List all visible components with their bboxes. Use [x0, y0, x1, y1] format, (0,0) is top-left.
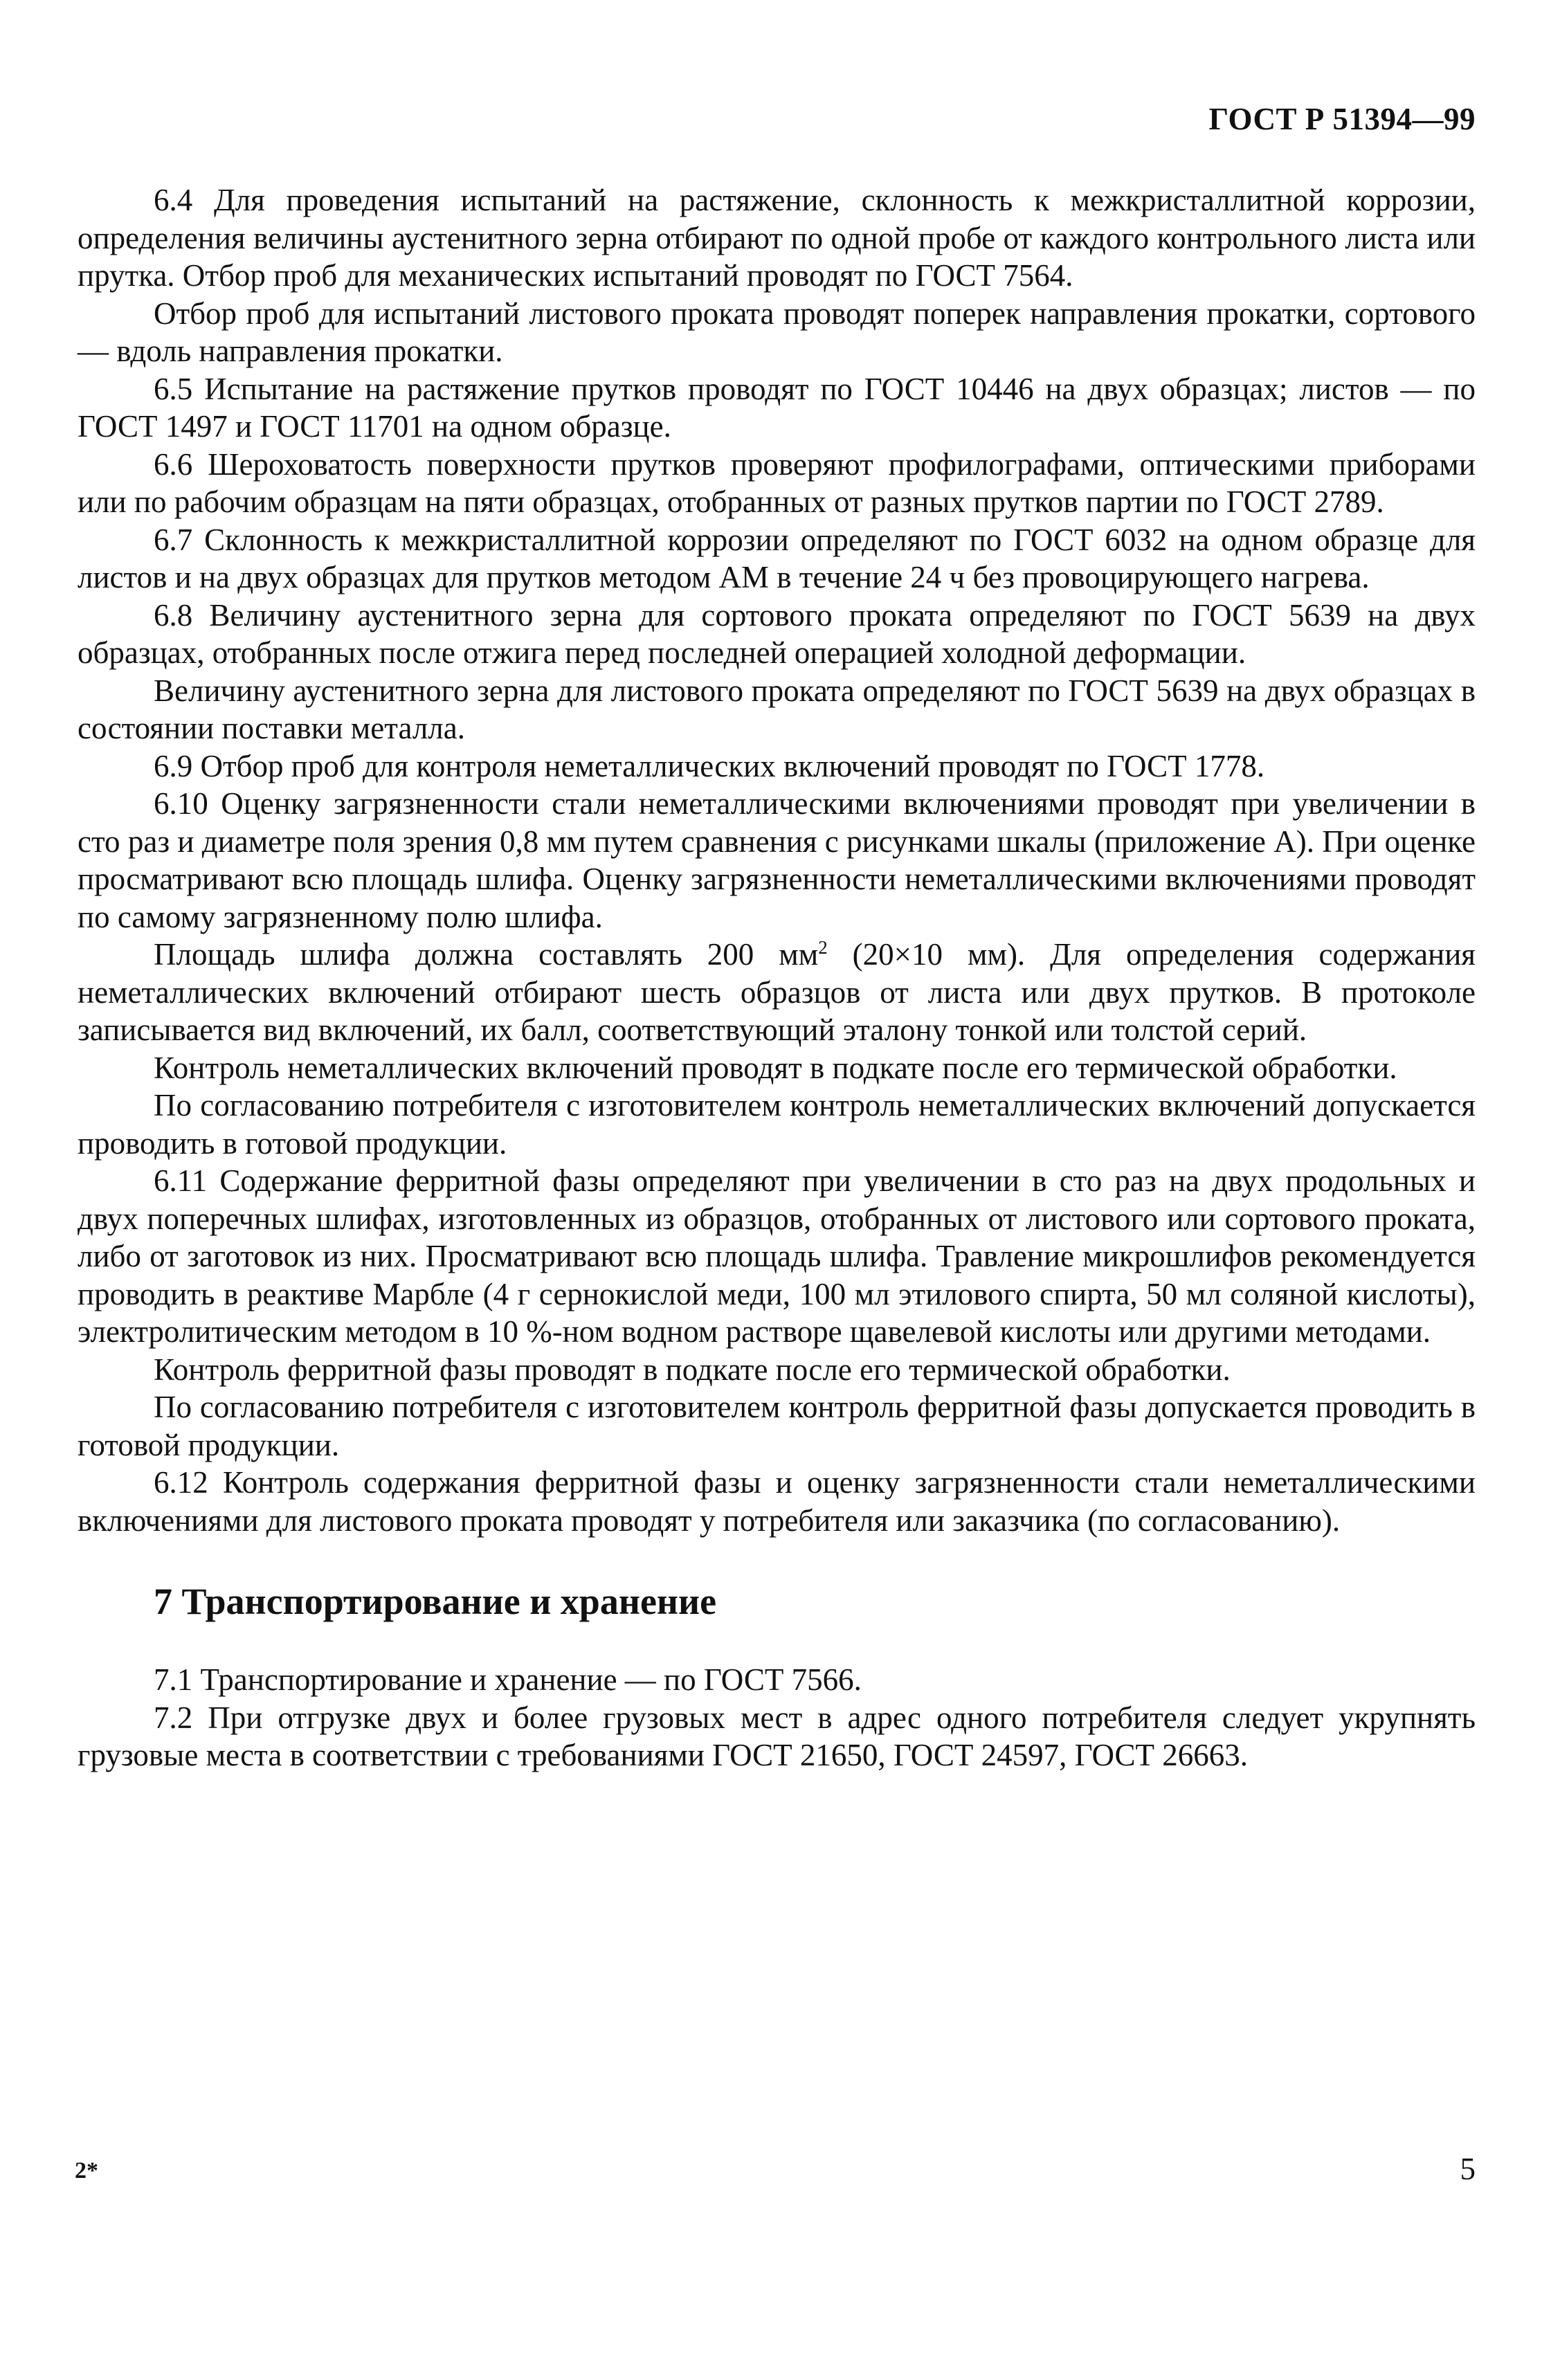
paragraph-6-10: 6.10 Оценку загрязненности стали неметаллическими включениями проводят при увеличении в сто раз и диаметре поля зрения 0,8 мм путем сравнения с рисунками шкалы (приложение А). При оценке просматривают всю площадь шлифа. Оценку загрязненности неметаллическими включениями проводят по самому загрязненному полю шлифа. — [78, 786, 1476, 934]
document-code-header: ГОСТ Р 51394—99 — [1208, 102, 1476, 136]
paragraph-7-2: 7.2 При отгрузке двух и более грузовых мест в адрес одного потребителя следует укрупнять грузовые места в соответствии с требованиями ГОСТ 21650, ГОСТ 24597, ГОСТ 26663. — [78, 1700, 1476, 1772]
paragraph-7-1: 7.1 Транспортирование и хранение — по ГОСТ 7566. — [154, 1662, 862, 1697]
paragraph-section-area — [78, 936, 1476, 1049]
area-text-end: (20×10 мм). Для определения содержания неметаллических включений отбирают шесть образцов от листа или двух прутков. В протоколе записывается вид включений, их балл, соответствующий эталону тонкой или толстой серий. — [78, 937, 1476, 1047]
paragraph-6-4-sampling: Отбор проб для испытаний листового проката проводят поперек направления прокатки, сортового — вдоль направления прокатки. — [78, 296, 1476, 368]
paragraph-6-4: 6.4 Для проведения испытаний на растяжение, склонность к межкристаллитной коррозии, определения величины аустенитного зерна отбирают по одной пробе от каждого контрольного листа или прутка. Отбор проб для механических испытаний проводят по ГОСТ 7564. — [78, 183, 1476, 293]
area-superscript: 2 — [818, 937, 828, 958]
paragraph-6-12: 6.12 Контроль содержания ферритной фазы и оценку загрязненности стали неметаллическими включениями для листового проката проводят у потребителя или заказчика (по согласованию). — [78, 1465, 1476, 1538]
paragraph-6-8: 6.8 Величину аустенитного зерна для сортового проката определяют по ГОСТ 5639 на двух образцах, отобранных после отжига перед последней операцией холодной деформации. — [78, 597, 1476, 670]
document-body — [78, 181, 1476, 1774]
area-text-start: Площадь шлифа должна составлять 200 мм — [154, 937, 819, 972]
paragraph-6-8-sheet: Величину аустенитного зерна для листового проката определяют по ГОСТ 5639 на двух образцах в состоянии поставки металла. — [78, 673, 1476, 745]
section-7-heading: 7 Транспортирование и хранение — [154, 1581, 717, 1622]
paragraph-ferrite-control: Контроль ферритной фазы проводят в подкате после его термической обработки. — [154, 1352, 1231, 1387]
paragraph-6-6: 6.6 Шероховатость поверхности прутков проверяют профилографами, оптическими приборами или по рабочим образцам на пяти образцах, отобранных от разных прутков партии по ГОСТ 2789. — [78, 446, 1476, 519]
paragraph-6-7: 6.7 Склонность к межкристаллитной коррозии определяют по ГОСТ 6032 на одном образце для листов и на двух образцах для прутков методом АМ в течение 24 ч без провоцирующего нагрева. — [78, 522, 1476, 594]
page-number: 5 — [1460, 2152, 1476, 2186]
sheet-mark: 2* — [75, 2158, 98, 2183]
paragraph-6-9: 6.9 Отбор проб для контроля неметаллических включений проводят по ГОСТ 1778. — [154, 748, 1265, 783]
paragraph-6-5: 6.5 Испытание на растяжение прутков проводят по ГОСТ 10446 на двух образцах; листов — по ГОСТ 1497 и ГОСТ 11701 на одном образце. — [78, 371, 1476, 444]
paragraph-inclusions-control: Контроль неметаллических включений проводят в подкате после его термической обработки. — [154, 1050, 1397, 1085]
paragraph-ferrite-agreement: По согласованию потребителя с изготовителем контроль ферритной фазы допускается проводить в готовой продукции. — [78, 1390, 1476, 1462]
paragraph-6-11: 6.11 Содержание ферритной фазы определяют при увеличении в сто раз на двух продольных и двух поперечных шлифах, изготовленных из образцов, отобранных от листового или сортового проката, либо от заготовок из них. Просматривают всю площадь шлифа. Травление микрошлифов рекомендуется проводить в реактиве Марбле (4 г сернокислой меди, 100 мл этилового спирта, 50 мл соляной кислоты), электролитическим методом в 10 %-ном водном растворе щавелевой кислоты или другими методами. — [78, 1163, 1476, 1349]
paragraph-inclusions-agreement: По согласованию потребителя с изготовителем контроль неметаллических включений допускается проводить в готовой продукции. — [78, 1088, 1476, 1161]
